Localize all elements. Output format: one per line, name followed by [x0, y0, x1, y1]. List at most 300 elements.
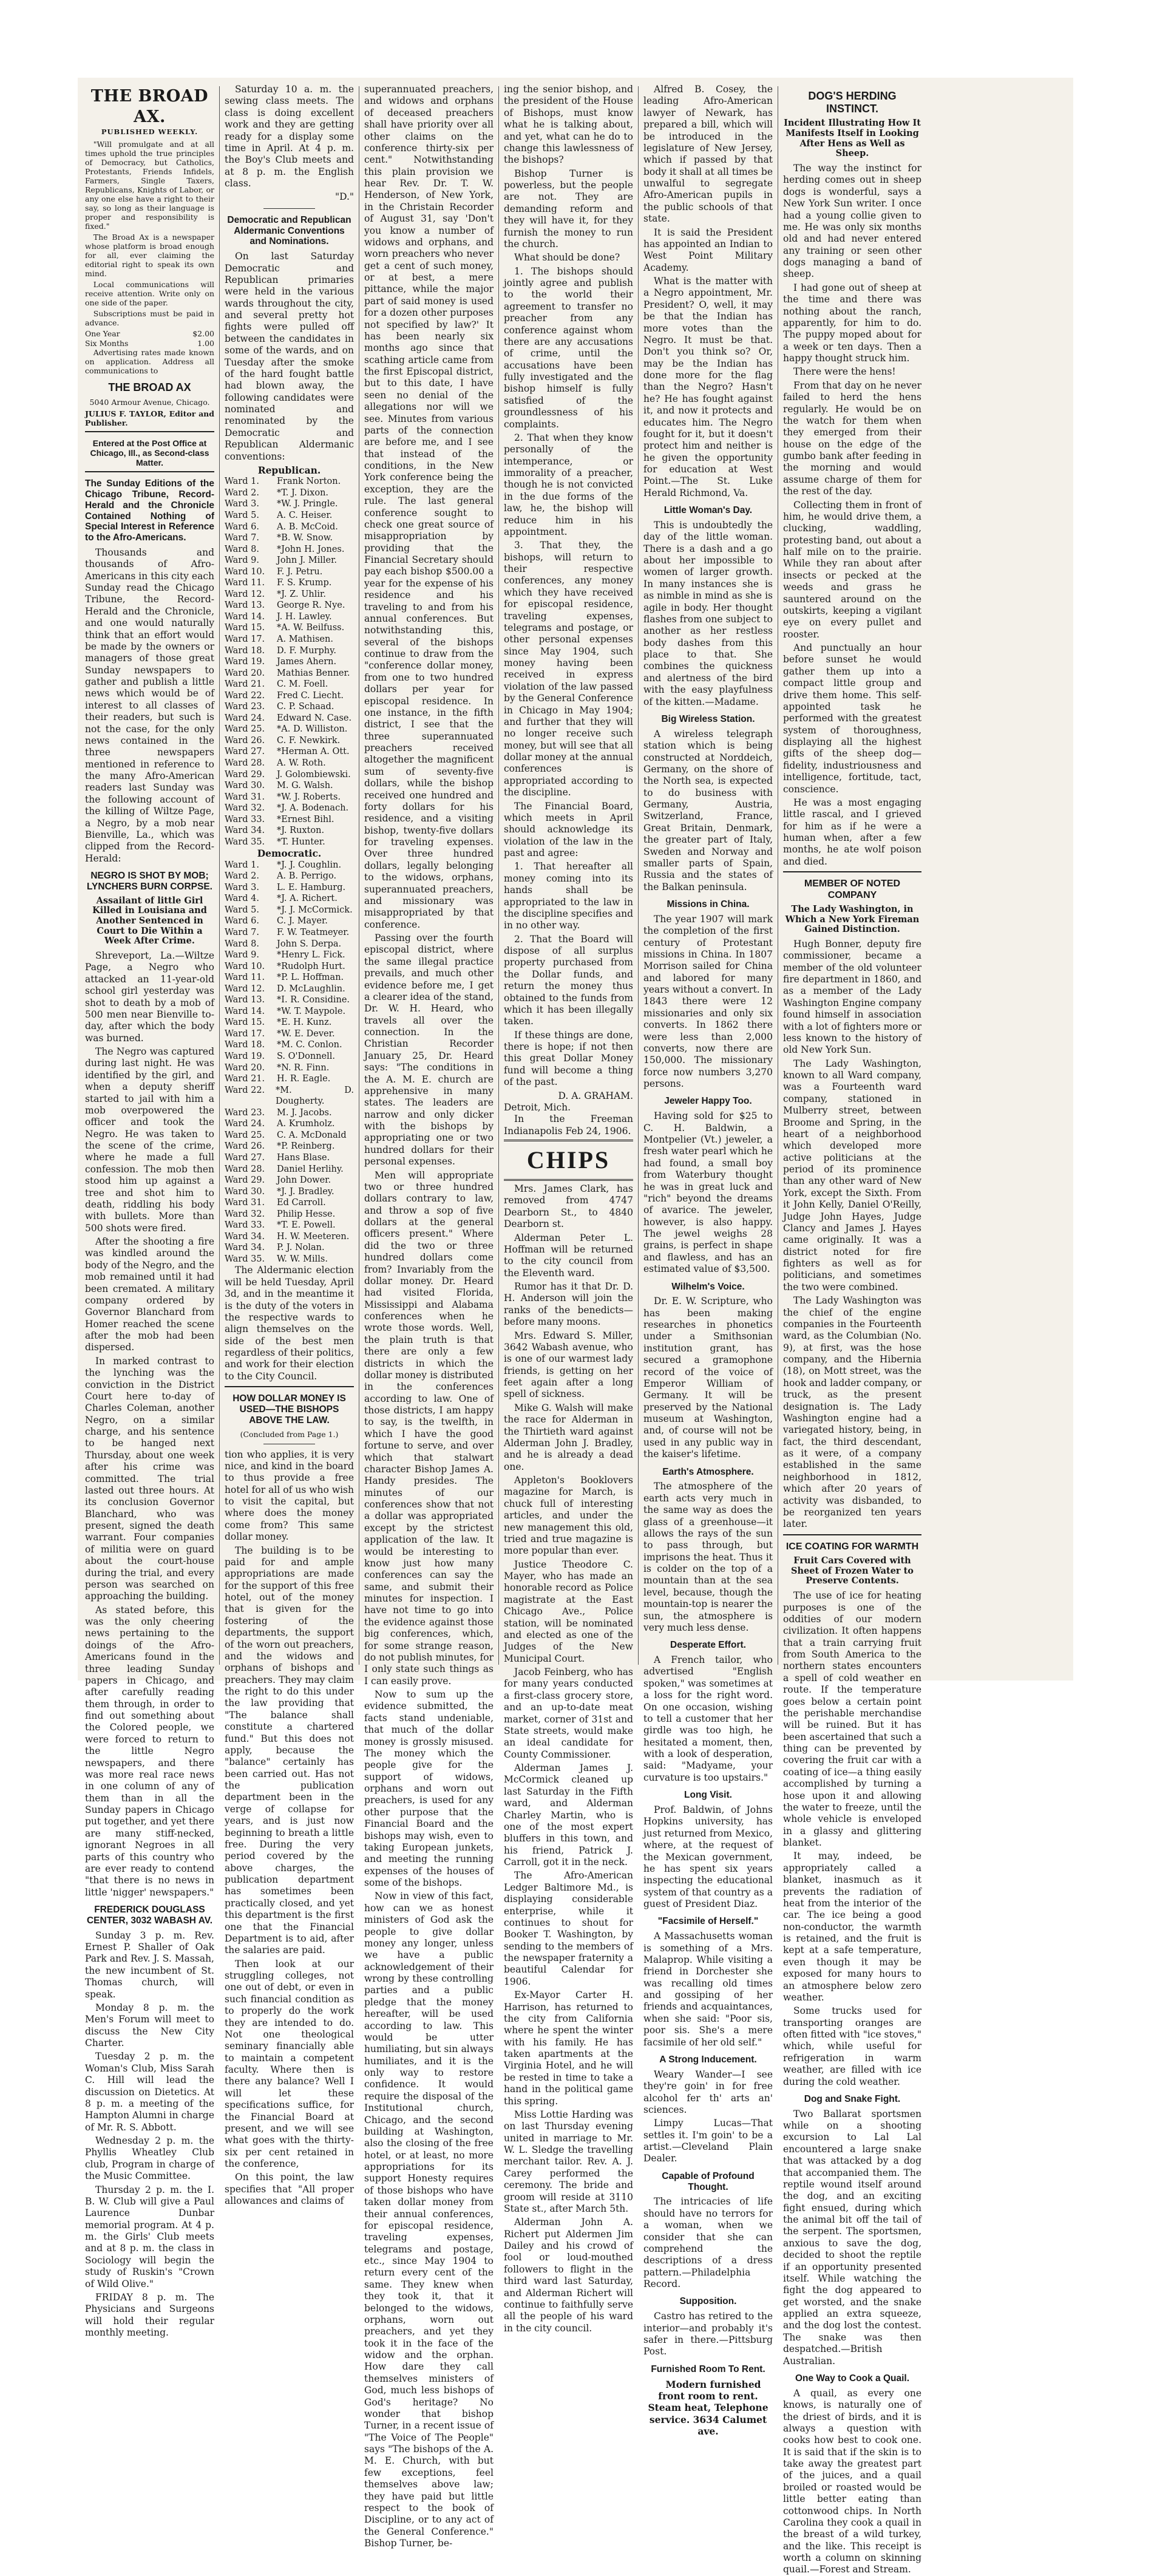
- fd-paragraph: Thursday 2 p. m. the I. B. W. Club will give a Paul Laurence Dunbar memorial program. At 4 p. m. the Girls' Club meets and at 8 p. m. the class in Sociology will begin the study of Ruskin's "Crown of Wild Olive.": [85, 2184, 214, 2289]
- negro-headline: NEGRO IS SHOT BY MOB; LYNCHERS BURN CORPSE.: [87, 871, 212, 892]
- item-paragraph: The atmosphere of the earth acts very much in the same way as does the glass of a greenhouse—it allows the rays of the sun to pass through, but imprisons the heat. Thus it is colder on the top of a mountain than at the sea level, because, though the mountain-top is nearer the sun, the atmosphere is very much less dense.: [643, 1481, 773, 1633]
- editor-line: JULIUS F. TAYLOR, Editor and Publisher.: [85, 409, 214, 427]
- candidate-name: John J. Miller.: [277, 556, 338, 566]
- candidate-name: W. W. Mills.: [277, 1254, 328, 1264]
- ward-row: [225, 984, 354, 995]
- fd-paragraph: Wednesday 2 p. m. the Phyllis Wheatley Club club, Program in charge of the Music Committee.: [85, 2135, 214, 2182]
- candidate-name: *J. Ruxton.: [277, 826, 325, 836]
- chips-item: Mrs. Edward S. Miller, 3642 Wabash avenue, who is one of our warmest lady friends, is getting on her feet again after a long spell of sickness.: [504, 1330, 633, 1400]
- article-paragraph: In marked contrast to the lynching was the conviction in the District Court here to-day of Charles Coleman, another Negro, on a similar charge, and his sentence to be hanged next Thursday, about one week after his crime was committed. The trial lasted out three hours. At its conclusion Governor Blanchard, who was present, signed the death warrant. Four companies of militia were on guard about the court-house during the trial, and every person was searched on approaching the building.: [85, 1355, 214, 1602]
- chips-item: Justice Theodore C. Mayer, who has made an honorable record as Police magistrate at the East Chicago Ave., Police station, will be nominated and elected as one of the Judges of the New Municipal Court.: [504, 1558, 633, 1664]
- ward-row: [225, 780, 354, 792]
- dog-paragraph: I had gone out of sheep at the time and there was nothing about the ranch, apparently, for him to do. The puppy moped about for a week or ten days. Then a happy thought struck him.: [783, 282, 921, 364]
- candidate-name: H. W. Meeteren.: [277, 1231, 350, 1242]
- ward-row: [225, 611, 354, 623]
- ward-number: Ward 27.: [225, 747, 265, 757]
- rate-row-2: Six Months 1.00: [85, 338, 214, 348]
- candidate-name: Frank Norton.: [277, 477, 341, 487]
- ward-row: [225, 690, 354, 702]
- money-paragraph: superannuated preachers, and widows and orphans of deceased preachers shall have priority over all other claims on the conference thirty-six per cent." Notwithstanding this plain provision we hear Rev. Dr. T. W. Henderson, of New York, in the Christain Recorder of August 31, say 'Don't you know a number of widows and orphans, and worn preachers who never get a cent of such money, or at best, a mere pittance, while the major part of said money is used for a dozen other purposes not specified by law?' It has been nearly six months ago since that scathing article came from the first Episcopal district, but to this date, I have seen no denial of the allegations nor will we see. Minutes from various parts of the connection are before me, and I see that instead of the conditions, in the New York conference being the exception, they are the rule. The last general conference sought to check one great source of misappropriation by providing that the Financial Secretary should pay each bishop $500.00 a year for the expense of his residence and his traveling to and from his annual conferences. But notwithstanding this, several of the bishops continue to draw from the "conference dollar money, from one to two hundred dollars per year for episcopal residence. In one instance, in the fifth district, I see that the three superannuated preachers received altogether the magnificent sum of seventy-five dollars, while the bishop received one hundred and forty dollars for his residence, and a visiting bishop, twenty-five dollars for traveling expenses. Over three hundred dollars, legally belonging to the widows, orphans, superannuated preachers, and missionary was misappropriated by that conference.: [364, 84, 494, 930]
- ward-row: [225, 1028, 354, 1040]
- ward-number: Ward 19.: [225, 657, 265, 667]
- ward-row: [225, 577, 354, 589]
- dog-paragraph: There were the hens!: [793, 366, 896, 378]
- candidate-name: *J. Z. Uhlir.: [277, 589, 326, 599]
- candidate-name: *John H. Jones.: [277, 544, 345, 554]
- ward-number: Ward 18.: [225, 1040, 265, 1050]
- chips-banner: [504, 1140, 633, 1181]
- candidate-name: *Herman A. Ott.: [277, 747, 350, 757]
- dog-subhead: Incident Illustrating How It Manifests Itself in Looking After Hens as Well as Sheep.: [784, 118, 921, 159]
- divider: [263, 208, 315, 209]
- ward-number: Ward 23.: [225, 702, 265, 712]
- ward-number: Ward 10.: [225, 566, 265, 577]
- candidate-name: J. H. Lawley.: [277, 611, 332, 622]
- democratic-list: [225, 860, 354, 1265]
- candidate-name: C. F. Newkirk.: [277, 735, 341, 746]
- chips-item: Appleton's Booklovers magazine for March, is chuck full of interesting articles, and under the new management this old, tried and true magazine is more popular than ever.: [504, 1475, 633, 1557]
- divider: [85, 431, 214, 432]
- ward-number: Ward 15.: [225, 1018, 265, 1028]
- dog-paragraph: He was a most engaging little rascal, and I grieved for him as if he were a human when, after a few months, he ate wolf poison and died.: [783, 797, 921, 867]
- ward-row: [225, 860, 354, 871]
- ward-number: Ward 19.: [225, 1052, 265, 1062]
- ward-number: Ward 25.: [225, 1130, 265, 1140]
- candidate-name: Fred C. Liecht.: [277, 690, 344, 701]
- ward-number: Ward 1.: [225, 477, 259, 487]
- column-5: [643, 84, 773, 2437]
- ward-number: Ward 35.: [225, 1254, 265, 1264]
- ward-row: [225, 769, 354, 781]
- classified-text: Modern furnished front room to rent. Steam heat, Telephone service. 3634 Calumet ave.: [648, 2378, 769, 2437]
- item-paragraph: A quail, as every one knows, is naturally one of the driest of birds, and it is always a question with cooks how best to cook one. It is said that if the skin is to take away the greatest part of the juices, and a quail broiled or roasted would be little better eating than cottonwood chips. In North Carolina they cook a quail in the breast of a wild turkey, and the like. This receipt is worth a column on skinning quail.—Forest and Stream.: [783, 2387, 921, 2575]
- chips-item: Alderman James J. McCormick cleaned up last Saturday in the Fifth ward, and Alderman Charley Martin, who is one of the most expert bluffers in this town, and his friend, Patrick J. Carroll, got it in the neck.: [504, 1762, 633, 1867]
- ward-number: Ward 15.: [225, 623, 265, 633]
- item-paragraph: A French tailor, who advertised "English spoken," was sometimes at a loss for the right word. On one occasion, wishing to tell a customer that her girdle was too high, he hesitated a moment, then, with a look of desperation, said: "Madyame, your curvature is too upstairs.": [643, 1654, 773, 1783]
- ward-number: Ward 11.: [225, 578, 265, 588]
- chips-item: Mrs. James Clark, has removed from 4747 Dearborn St., to 4840 Dearborn st.: [504, 1183, 633, 1230]
- ice-headline: ICE COATING FOR WARMTH: [785, 1541, 919, 1552]
- candidate-name: *J. J. Coughlin.: [277, 860, 342, 870]
- candidate-name: *W. J. Pringle.: [277, 499, 338, 509]
- ward-number: Ward 7.: [225, 533, 259, 543]
- classified-headline: Furnished Room To Rent.: [651, 2364, 765, 2374]
- creed-text: "Will promulgate and at all times uphold the true principles of Democracy, but Catholics, Protestants, Friends Infidels, Farmers, Single Taxers, Republicans, Knights of Labor, or any one else have a right to their say, so long as their language is proper and responsibility is fixed.": [85, 139, 214, 231]
- ward-row: [225, 746, 354, 758]
- republican-list: [225, 476, 354, 848]
- column-1: [85, 84, 214, 2339]
- candidate-name: James Ahern.: [277, 657, 337, 667]
- ward-number: Ward 5.: [225, 510, 259, 520]
- ward-row: [225, 893, 354, 905]
- ward-number: Ward 13.: [225, 995, 265, 1005]
- ward-row: [225, 566, 354, 578]
- ward-number: Ward 14.: [225, 1006, 265, 1016]
- ward-row: [225, 1062, 354, 1074]
- ward-number: Ward 29.: [225, 1175, 265, 1186]
- money-paragraph: 3. That they, the bishops, will return to their respective conferences, any money which they have received for episcopal residence, traveling expenses, telegrams and postage, or other personal expenses since May 1904, such money having been received in express violation of the law passed by the General Conference in Chicago in May 1904; and further that they will no longer receive such money, but will see that all dollar money at the annual conferences is appropriated according to the discipline.: [504, 540, 633, 798]
- ward-number: Ward 35.: [225, 837, 265, 847]
- ward-row: [225, 1197, 354, 1209]
- candidate-name: S. O'Donnell.: [277, 1052, 336, 1062]
- candidate-name: *W. E. Dever.: [277, 1028, 335, 1039]
- money-paragraph: On this point, the law specifies that "All proper allowances and claims of: [225, 2172, 354, 2207]
- ward-row: [225, 679, 354, 690]
- ward-row: [225, 927, 354, 939]
- fd-paragraph: FRIDAY 8 p. m. The Physicians and Surgeons will hold their regular monthly meeting.: [85, 2291, 214, 2339]
- column-6: [783, 84, 921, 2575]
- candidate-name: *P. Reinberg.: [277, 1141, 335, 1152]
- ward-number: Ward 12.: [225, 984, 265, 994]
- election-paragraph: The Aldermanic election will be held Tuesday, April 3d, and in the meantime it is the duty of the voters in the respective wards to align themselves on the side of the best men regardless of their politics, and work for their election to the City Council.: [225, 1265, 354, 1382]
- ward-row: [225, 1141, 354, 1152]
- money-paragraph: Now to sum up the evidence submitted, the facts stand undeniable, that much of the dollar money is grossly misused. The money which the people give for the support of widows, orphans and worn out preachers, is used for any other purpose that the Financial Board and the bishops may wish, even to taking European junkets, and meeting the running expenses of the houses of some of the bishops.: [364, 1689, 494, 1888]
- ward-row: [225, 939, 354, 950]
- item-paragraph: Limpy Lucas—That settles it. I'm goin' to be a artist.—Cleveland Plain Dealer.: [643, 2118, 773, 2164]
- item-paragraph: This is undoubtedly the day of the little woman. There is a dash and a go about her impossible to women of larger growth. In many instances she is as nimble in mind as she is agile in body. Her thought flashes from one subject to another as her restless body dashes from this place to that. She combines the quickness and alertness of the bird with the easy playfulness of the kitten.—Madame.: [643, 519, 773, 707]
- candidate-name: Mathias Benner.: [277, 668, 350, 678]
- source-line: In the Freeman Indianapolis Feb 24, 1906.: [504, 1113, 633, 1137]
- ward-number: Ward 24.: [225, 1119, 265, 1129]
- item-headline: Dog and Snake Fight.: [804, 2093, 901, 2104]
- item-headline: Earth's Atmosphere.: [662, 1466, 754, 1477]
- ward-number: Ward 7.: [225, 928, 259, 938]
- ward-number: Ward 14.: [225, 611, 265, 622]
- ward-number: Ward 9.: [225, 950, 259, 960]
- ward-number: Ward 17.: [225, 634, 265, 644]
- candidate-name: *B. W. Snow.: [277, 533, 333, 543]
- ward-number: Ward 5.: [225, 905, 259, 915]
- company-paragraph: Hugh Bonner, deputy fire commissioner, became a member of the old volunteer fire department in 1860, and as a member of the Lady Washington Engine company found himself in association with a lot of fighters more or less known to the history of old New York Sun.: [783, 938, 921, 1056]
- chips-item: Miss Lottie Harding was on last Thursday evening united in marriage to Mr. W. L. Sledge the travelling merchant tailor. Rev. A. J. Carey performed the ceremony. The bride and groom will reside at 3110 State st., after March 5th.: [504, 2109, 633, 2214]
- item-paragraph: The intricacies of life should have no terrors for a woman, when we consider that she can comprehend the descriptions of a dress pattern.—Philadelphia Record.: [643, 2196, 773, 2289]
- concluded-note: (Concluded from Page 1.): [240, 1429, 339, 1439]
- news-paragraph: Alfred B. Cosey, the leading Afro-American lawyer of Newark, has prepared a bill, which will be introduced in the legislature of New Jersey, which if passed by that body it shall at all times be unwalful to segregate Afro-American pupils in the public schools of that state.: [643, 84, 773, 225]
- address-name: THE BROAD AX: [108, 381, 191, 394]
- item-headline: Supposition.: [679, 2296, 737, 2307]
- ward-number: Ward 9.: [225, 556, 259, 566]
- democratic-label: Democratic.: [257, 848, 322, 860]
- ward-row: [225, 488, 354, 499]
- ward-number: Ward 18.: [225, 645, 265, 656]
- money-paragraph: What should be done?: [514, 252, 620, 263]
- ward-row: [225, 600, 354, 611]
- item-headline: A Strong Inducement.: [659, 2054, 757, 2065]
- ward-row: [225, 589, 354, 600]
- candidate-name: *M. C. Conlon.: [277, 1040, 342, 1050]
- company-paragraph: The Lady Washington was the chief of the engine companies in the Fourteenth ward, as the Columbian (No. 9), at first, was the hose company, and the Hibernia (18), on Mott street, was the hook and ladder company, or truck, as the present designation is. The Lady Washington engine had a variegated history, being, in fact, the third descendant, as it were, of a company established in the same neighborhood in 1812, which after 20 years of activity was disbanded, to be reorganized ten years later.: [783, 1295, 921, 1530]
- column-rule: [638, 86, 639, 1665]
- ward-row: [225, 1242, 354, 1254]
- money-paragraph: Men will appropriate two or three hundred dollars contrary to law, and throw a sop of five dollars at the general officers present." Where did the two or three hundred dollars come from? Invariably from the dollar money. Dr. Heard had visited Florida, Mississippi and Alabama conferences when he wrote those words. Well, the plain truth is that there are only a few districts in which the dollar money is distributed in the conferences according to law. One of those districts, I am happy to say, is the twelfth, in which I have the good fortune to serve, and over which that stalwart character Bishop James A. Handy presides. The minutes of our conferences show that not a dollar was appropriated except by the strictest application of the law. It would be interesting to know just how many conferences can say the same, and submit their minutes for inspection. I have not time to go into the evidence against those big conferences, which, for some strange reason, do not publish minutes, for I only state such things as I can easily prove.: [364, 1169, 494, 1687]
- item-headline: Little Woman's Day.: [663, 505, 753, 516]
- ward-row: [225, 837, 354, 848]
- candidate-name: *N. R. Finn.: [277, 1062, 330, 1073]
- communications-text: Local communications will receive attention. Write only on one side of the paper.: [85, 279, 214, 307]
- candidate-name: *W. J. Roberts.: [277, 792, 341, 802]
- ward-row: [225, 668, 354, 679]
- chips-item: Rumor has it that Dr. D. H. Anderson will join the ranks of the benedicts—before many moons.: [504, 1281, 633, 1328]
- candidate-name: Philip Hesse.: [277, 1209, 336, 1219]
- candidate-name: *T. Hunter.: [277, 837, 325, 847]
- ward-row: [225, 758, 354, 769]
- ward-number: Ward 22.: [225, 1085, 265, 1095]
- candidate-name: *Henry L. Fick.: [277, 950, 345, 960]
- masthead: THE BROAD AX.: [90, 87, 209, 126]
- item-paragraph: A wireless telegraph station which is being constructed at Norddeich, Germany, on the shore of the North sea, is expected to do business with Germany, Austria, Switzerland, France, Great Britain, Denmark, the greater part of Italy, Sweden and Norway and smaller parts of Spain, Russia and the states of the Balkan peninsula.: [643, 728, 773, 892]
- rate-row-1: One Year $2.00: [85, 328, 214, 338]
- ward-row: [225, 1039, 354, 1051]
- money-paragraph: 1. That hereafter all money coming into its hands shall be appropriated to the law in the discipline specifies and in no other way.: [504, 861, 633, 931]
- dog-paragraph: And punctually an hour before sunset he would gather them up into a compact little group and drive them home. This self-appointed task he performed with the greatest system of thoroughness, displaying all the highest gifts of the sheep dog—fidelity, industriousness and intelligence, fortitude, tact, conscience.: [783, 642, 921, 795]
- candidate-name: *J. A. Bodenach.: [277, 803, 349, 814]
- ward-row: [225, 1107, 354, 1119]
- candidate-name: *J. J. Bradley.: [277, 1186, 334, 1197]
- candidate-name: *J. J. McCormick.: [277, 905, 353, 915]
- item-paragraph: Dr. E. W. Scripture, who has been making researches in phonetics under a Smithsonian institution grant, has secured a gramophone record of the voice of Emperor William of Germany. It will be preserved by the National museum at Washington, and, of course will not be used in any public way in the kaiser's lifetime.: [643, 1296, 773, 1460]
- ward-number: Ward 4.: [225, 894, 259, 904]
- fd-paragraph: Monday 8 p. m. the Men's Forum will meet to discuss the New City Charter.: [85, 2002, 214, 2049]
- lead-paragraph: Thousands and thousands of Afro-Americans in this city each Sunday read the Chicago Tribune, the Record-Herald and the Chronicle, and one would naturally think that an effort would be made by the owners or managers of those great Sunday newspapers to gather and publish a little news which would be of interest to all classes of their readers, but such is not the case, for the only news contained in the three newspapers mentioned in reference to the many Afro-American readers last Sunday was the following account of the killing of Wiltze Page, a Negro, by a mob near Bienville, La., which was clipped from the Record-Herald:: [85, 546, 214, 864]
- notice-text: The Broad Ax is a newspaper whose platform is broad enough for all, ever claiming the editorial right to speak its own mind.: [85, 232, 214, 278]
- candidate-name: M. G. Walsh.: [277, 781, 333, 791]
- entered-line: Entered at the Post Office at Chicago, Ill., as Second-class Matter.: [90, 438, 209, 467]
- divider: [783, 871, 921, 872]
- ice-subhead: Fruit Cars Covered with Sheet of Frozen Water to Preserve Contents.: [791, 1555, 914, 1586]
- ward-row: [225, 1118, 354, 1130]
- candidate-name: M. J. Jacobs.: [277, 1107, 332, 1118]
- money-paragraph: tion who applies, it is very nice, and kind in the board to thus provide a free hotel for all of us who wish to visit the capital, but where does the money come from? This same dollar money.: [225, 1449, 354, 1543]
- candidate-name: F. S. Krump.: [277, 578, 332, 588]
- ward-number: Ward 10.: [225, 961, 265, 971]
- ward-row: [225, 532, 354, 544]
- candidate-name: *M. D. Dougherty.: [275, 1085, 354, 1107]
- candidate-name: *W. T. Maypole.: [277, 1006, 346, 1016]
- ward-number: Ward 29.: [225, 769, 265, 780]
- republican-label: Republican.: [257, 464, 321, 476]
- ward-row: [225, 882, 354, 894]
- ward-number: Ward 23.: [225, 1107, 265, 1118]
- ward-row: [225, 476, 354, 488]
- author-place: Detroit, Mich.: [504, 1101, 571, 1113]
- ward-row: [225, 735, 354, 747]
- divider: [783, 1534, 921, 1535]
- candidate-name: A. W. Roth.: [277, 758, 326, 768]
- ward-number: Ward 33.: [225, 1220, 265, 1231]
- item-paragraph: Castro has retired to the interior—and probably it's safer in there.—Pittsburg Post.: [643, 2311, 773, 2357]
- ward-row: [225, 724, 354, 735]
- candidate-name: A. Krumholz.: [277, 1119, 335, 1129]
- ward-number: Ward 21.: [225, 679, 265, 690]
- candidate-name: *Rudolph Hurt.: [277, 961, 345, 971]
- fd-headline: FREDERICK DOUGLASS CENTER, 3032 WABASH AV.: [86, 1905, 212, 1926]
- candidate-name: Daniel Herlihy.: [277, 1164, 344, 1174]
- news-paragraph: What is the matter with a Negro appointment, Mr. President? O, well, it may be that the Indian has more votes than the Negro. It must be that. Don't you think so? Or, may be the Indian has done more for the flag than the Negro? Hasn't he? He has fought against it, and now it protects and educates him. The Negro fought for it, but it doesn't protect him and neither is he given the opportunity for education at West Point.—The St. Luke Herald Richmond, Va.: [643, 276, 773, 498]
- ice-paragraph: Some trucks used for transporting oranges are often fitted with "ice stoves," which, while useful for refrigeration in warm weather, are filled with ice during the cold weather.: [783, 2005, 921, 2087]
- ward-number: Ward 30.: [225, 781, 265, 791]
- ward-number: Ward 13.: [225, 600, 265, 611]
- ice-paragraph: It may, indeed, be appropriately called a blanket, inasmuch as it prevents the radiation of heat from the interior of the car. The ice being a good non-conductor, the warmth is retained, and the fruit is kept at a safe temperature, even though it may be exposed for many hours to an atmosphere below zero weather.: [783, 1850, 921, 2003]
- ward-number: Ward 17.: [225, 1028, 265, 1039]
- ward-number: Ward 1.: [225, 860, 259, 870]
- money-paragraph: The Financial Board, which meets in April should acknowledge its violation of the law in the past and agree:: [504, 800, 633, 858]
- ward-row: [225, 1130, 354, 1141]
- aldermanic-headline: Democratic and Republican Aldermanic Conventions and Nominations.: [227, 214, 351, 247]
- ward-row: [225, 1175, 354, 1186]
- candidate-name: D. McLaughlin.: [277, 984, 345, 994]
- candidate-name: Hans Blase.: [277, 1152, 330, 1163]
- aldermanic-intro: On last Saturday Democratic and Republican primaries were held in the various wards throughout the city, and several pretty hot fights were pulled off between the candidates in some of the wards, and on Tuesday after the smoke of the hard fought battle had blown away, the following candidates were nominated and renominated by the Democratic and Republican Aldermanic conventions:: [225, 251, 354, 462]
- ward-number: Ward 3.: [225, 882, 259, 892]
- ward-number: Ward 20.: [225, 1062, 265, 1073]
- money-paragraph: ing the senior bishop, and the president of the House of Bishops, must know what he is talking about, and yet, what can he do to change this lawlessness of the bishops?: [504, 84, 633, 166]
- author-signature: D. A. GRAHAM.: [558, 1090, 633, 1101]
- ward-row: [225, 905, 354, 916]
- lead-headline: The Sunday Editions of the Chicago Tribune, Record-Herald and the Chronicle Contained Nothing of Special Interest in Reference to the Afro-Americans.: [85, 478, 214, 543]
- ward-row: [225, 656, 354, 668]
- candidate-name: *I. R. Considine.: [277, 995, 350, 1005]
- ward-row: [225, 1073, 354, 1085]
- ward-number: Ward 22.: [225, 690, 265, 701]
- ward-row: [225, 916, 354, 927]
- ward-number: Ward 26.: [225, 735, 265, 746]
- published-weekly: PUBLISHED WEEKLY.: [101, 127, 198, 136]
- candidate-name: A. B. Perrigo.: [277, 871, 337, 882]
- item-paragraph: Prof. Baldwin, of Johns Hopkins university, has just returned from Mexico, where, at the request of the Mexican government, he has spent six years inspecting the educational system of that country as a guest of President Diaz.: [643, 1804, 773, 1909]
- column-4: [504, 84, 633, 2334]
- item-paragraph: The year 1907 will mark the completion of the first century of Protestant missions in China. In 1807 Morrison sailed for China and labored for many years without a convert. In 1843 there were 12 missionaries and only six converts. In 1862 there were less than 2,000 converts, now there are 150,000. The missionary force now numbers 3,270 persons.: [643, 913, 773, 1090]
- ward-number: Ward 6.: [225, 916, 259, 926]
- item-paragraph: Weary Wander—I see they're goin' in for free alcohol fer th' arts an' sciences.: [643, 2068, 773, 2115]
- ward-row: [225, 1231, 354, 1243]
- candidate-name: J. Golombiewski.: [277, 769, 351, 780]
- candidate-name: F. J. Petru.: [277, 566, 323, 577]
- candidate-name: *A. W. Beilfuss.: [277, 623, 345, 633]
- item-paragraph: A Massachusetts woman is something of a Mrs. Malaprop. While visiting a friend in Dorchester she was recalling old times and gossiping of her friends and acquaintances, when she said: "Poor sis, poor sis. She's a mere facsimile of her old self.": [643, 1931, 773, 2048]
- ward-row: [225, 1220, 354, 1231]
- ward-number: Ward 3.: [225, 499, 259, 509]
- ward-number: Ward 2.: [225, 488, 259, 498]
- money-paragraph: 1. The bishops should jointly agree and publish to the world their agreement to transfer no preacher from any conference against whom there are any accusations of crime, until the accusations have been fully investigated and the bishop himself is fully satisfied of the groundlessness of his complaints.: [504, 265, 633, 430]
- chips-item: Ex-Mayor Carter H. Harrison, has returned to the city from California where he spent the winter with his family. He has taken apartments at the Virginia Hotel, and he will be rested in time to take a hand in the political game this spring.: [504, 1990, 633, 2107]
- candidate-name: C. P. Schaad.: [277, 702, 334, 712]
- article-paragraph: As stated before, this was the only cheering news pertaining to the doings of the Afro-Americans found in the three leading Sunday papers in Chicago, and after carefully reading them through, in order to find out something about the Colored people, we were forced to return to the little Negro newspapers, and there was more real race news in one column of any of them than in all the Sunday papers in Chicago put together, and yet there are many stiff-necked, ignorant Negroes in all parts of this country who are ever ready to contend "that there is no news in little 'nigger' newspapers.": [85, 1604, 214, 1898]
- ward-row: [225, 1152, 354, 1164]
- ward-number: Ward 2.: [225, 871, 259, 882]
- money-paragraph: Then look at our struggling colleges, not one out of debt, or even in such financial condition as to properly do the work they are intended to do. Not one theological seminary financially able to maintain a competent faculty. Where then is there any balance? Well I will let these specifications suffice, for the Financial Board at present, and we will see what goes with the thirty-six per cent retained in the conference,: [225, 1958, 354, 2170]
- ward-number: Ward 27.: [225, 1152, 265, 1163]
- dog-paragraph: The way the instinct for herding comes out in sheep dogs is wonderful, says a New York Sun writer. I once had a young collie given to me. He was only six months old and had never entered any training or seen other dogs managing a band of sheep.: [783, 163, 921, 280]
- candidate-name: *J. A. Richert.: [277, 894, 338, 904]
- dog-headline: DOG'S HERDING INSTINCT.: [808, 90, 897, 115]
- ward-row: [225, 1085, 354, 1107]
- ward-number: Ward 34.: [225, 826, 265, 836]
- ward-row: [225, 814, 354, 826]
- money-paragraph: Now in view of this fact, how can we as honest ministers of God ask the people to give dollar money any longer, unless we have a public acknowledgement of their wrong by these controlling parties and a public pledge that the money hereafter, will be used according to law. This would be utter humiliating, but sin always humiliates, and it is the only way to restore confidence. It would require the disposal of the Institutional church, Chicago, and the second building at Washington, also the closing of the free hotel, or at least, no more appropriations for its support Honesty requires of those bishops who have taken dollar money from their annual conferences, for episcopal residence, traveling expenses, telegrams and postage, etc., since May 1904 to return every cent of the same. They knew when they took it, that it belonged to the widows, orphans, worn out preachers, and yet they took it in the face of the widow and the orphan. How dare they call themselves ministers of God, much less bishops of God's heritage? No wonder that bishop Turner, in a recent issue of "The Voice of The People" says "The bishops of the A. M. E. Church, with but few exceptions, feel themselves above law; they have paid but little respect to the book of Discipline, or to any act of the General Conference." Bishop Turner, be-: [364, 1891, 494, 2549]
- ward-row: [225, 871, 354, 882]
- candidate-name: F. W. Teatmeyer.: [277, 928, 350, 938]
- ward-row: [225, 544, 354, 556]
- ward-row: [225, 825, 354, 837]
- item-headline: Long Visit.: [684, 1790, 732, 1801]
- item-paragraph: Two Ballarat sportsmen while on a shooting excursion to Lal Lal encountered a large snake that was attacked by a dog that accompanied them. The reptile wound itself around the dog, and an exciting fight ensued, during which the animal bit off the tail of the serpent. The sportsmen, anxious to save the dog, decided to shoot the reptile if an opportunity presented itself. While watching the fight the dog appeared to get worsted, and the snake applied an extra squeeze, and the dog lost the contest. The snake was then despatched.—British Australian.: [783, 2108, 921, 2367]
- candidate-name: *T. E. Powell.: [277, 1220, 336, 1231]
- candidate-name: *T. J. Dixon.: [277, 488, 329, 498]
- ice-paragraph: The use of ice for heating purposes is one of the oddities of our modern civilization. It often happens that a train carrying fruit from South America to the northern states encounters a spell of cold weather en route. If the temperature goes below a certain point the perishable merchandise will be ruined. But it has been ascertained that such a thing can be prevented by covering the fruit car with a coating of ice—a thing easily accomplished by turning a hose upon it and allowing the water to freeze, until the whole vehicle is enveloped in a glassy and glittering blanket.: [783, 1590, 921, 1849]
- divider: [85, 471, 214, 472]
- ward-number: Ward 21.: [225, 1074, 265, 1084]
- ward-row: [225, 498, 354, 510]
- ward-row: [225, 792, 354, 803]
- ward-row: [225, 1164, 354, 1175]
- ward-row: [225, 1254, 354, 1265]
- fd-paragraph: Sunday 3 p. m. Rev. Ernest P. Shaller of Oak Park and Rev. J. S. Massah, the new incumbent of St. Thomas church, will speak.: [85, 1929, 214, 2000]
- chips-item: Alderman John A. Richert put Aldermen Jim Dailey and his crowd of fool or loud-mouthed followers to flight in the third ward last Saturday, and Alderman Richert will continue to faithfully serve all the people of his ward in the city council.: [504, 2217, 633, 2334]
- candidate-name: *A. D. Williston.: [277, 724, 348, 735]
- ward-number: Ward 31.: [225, 1198, 265, 1208]
- ward-number: Ward 33.: [225, 814, 265, 824]
- ward-row: [225, 645, 354, 657]
- ward-number: Ward 28.: [225, 758, 265, 768]
- candidate-name: George R. Nye.: [277, 600, 345, 611]
- divider: [225, 1386, 354, 1387]
- ward-number: Ward 31.: [225, 792, 265, 802]
- ward-row: [225, 961, 354, 973]
- candidate-name: Ed Carroll.: [277, 1198, 326, 1208]
- item-headline: Missions in China.: [667, 899, 750, 909]
- candidate-name: P. J. Nolan.: [277, 1243, 325, 1253]
- company-paragraph: The Lady Washington, known to all Ward company, was a Fourteenth ward company, stationed in Mulberry street, between Broome and Spring, in the heart of a neighborhood which developed more active politicians at the period of its prominence than any other ward of New York, except the Sixth. From it John Kelly, Daniel O'Reilly, Judge John Hayes, Judge Clancy and James J. Hayes came originally. It was a district noted for fire fighters as well as for politicians, and sometimes the two were combined.: [783, 1058, 921, 1293]
- ward-row: [225, 634, 354, 645]
- candidate-name: C. A. McDonald: [277, 1130, 347, 1140]
- candidate-name: A. B. McCoid.: [277, 522, 338, 532]
- chips-item: The Afro-American Ledger Baltimore Md., is displaying considerable enterprise, while it continues to shout for Booker T. Washington, by sending to the members of the newspaper fraternity a beautiful Calendar for 1906.: [504, 1870, 633, 1987]
- newspaper-page: [78, 78, 1073, 2575]
- ward-row: [225, 994, 354, 1006]
- column-rule: [219, 86, 220, 1665]
- ward-number: Ward 8.: [225, 544, 259, 554]
- ward-row: [225, 555, 354, 566]
- club-paragraph: Saturday 10 a. m. the sewing class meets. The class is doing excellent work and they are getting ready for a display some time in April. At 4 p. m. the Boy's Club meets and at 8 p. m. the English class.: [225, 84, 354, 189]
- candidate-name: D. F. Murphy.: [277, 645, 336, 656]
- ward-number: Ward 8.: [225, 939, 259, 949]
- ward-row: [225, 1051, 354, 1062]
- ads-text: Advertising rates made known on application. Address all communications to: [85, 348, 214, 376]
- money-paragraph: Bishop Turner is powerless, but the people are not. They are demanding reform and they will have it, for they furnish the money to run the church.: [504, 168, 633, 250]
- ward-row: [225, 622, 354, 634]
- candidate-name: C. M. Foell.: [277, 679, 328, 690]
- dog-paragraph: Collecting them in front of him, he would drive them, a clucking, waddling, protesting band, out about a half mile on to the prairie. While they ran about after insects or pecked at the weeds and grass he sauntered around on the outskirts, keeping a vigilant eye on every pullet and rooster.: [783, 499, 921, 640]
- item-headline: Capable of Profound Thought.: [662, 2170, 755, 2192]
- item-paragraph: Having sold for $25 to C. H. Baldwin, a Montpelier (Vt.) jeweler, a fresh water pearl which he had found, a small boy from Waterbury thought he was in great luck and "rich" beyond the dreams of avarice. The jeweler, however, is also happy. The jewel weighs 28 grains, is perfect in shape and flawless, and has an estimated value of $3,500.: [643, 1110, 773, 1275]
- item-headline: Wilhelm's Voice.: [671, 1281, 745, 1292]
- candidate-name: C. J. Mayer.: [277, 916, 328, 926]
- ward-row: [225, 522, 354, 533]
- ward-number: Ward 24.: [225, 713, 265, 723]
- signature: "D.": [334, 191, 354, 203]
- company-headline: MEMBER OF NOTED COMPANY: [804, 878, 901, 900]
- fd-paragraph: Tuesday 2 p. m. the Woman's Club, Miss Sarah C. Hill will lead the discussion on Dietetics. At 8 p. m. a meeting of the Hampton Alumni in charge of Mr. R. S. Abbott.: [85, 2051, 214, 2133]
- ward-row: [225, 510, 354, 522]
- ward-number: Ward 11.: [225, 973, 265, 983]
- column-2: [225, 84, 354, 2207]
- ward-row: [225, 972, 354, 984]
- ward-row: [225, 1209, 354, 1220]
- money-paragraph: 2. That when they know personally of the intemperance, or immorality of a preacher, though he is not convicted in the due forms of the law, he, the bishop will reduce him in his appointment.: [504, 432, 633, 537]
- column-rule: [498, 86, 499, 1665]
- ward-row: [225, 1017, 354, 1028]
- ward-number: Ward 6.: [225, 522, 259, 532]
